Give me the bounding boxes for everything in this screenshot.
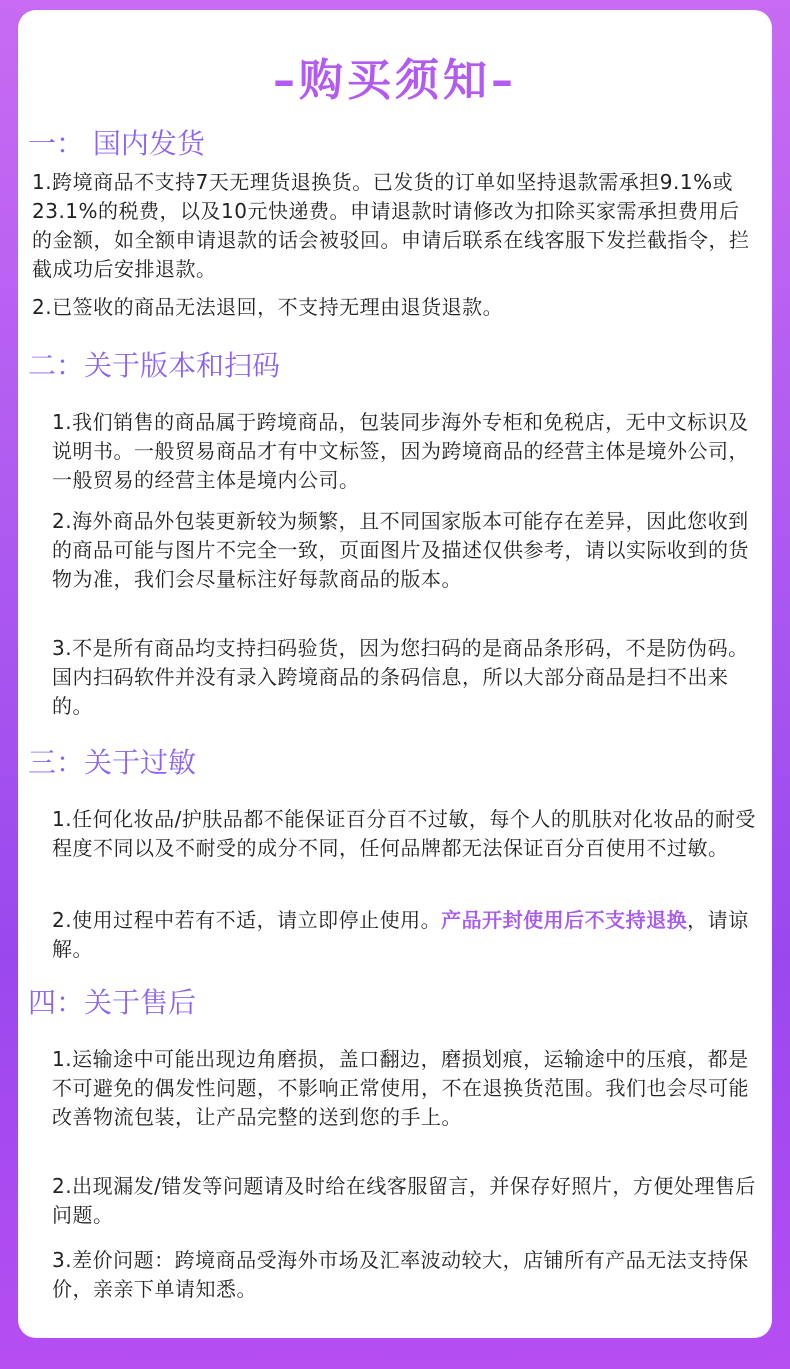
list-item: 3.不是所有商品均支持扫码验货，因为您扫码的是商品条形码，不是防伪码。国内扫码软件并没有录入跨境商品的条码信息，所以大部分商品是扫不出来的。	[52, 636, 749, 718]
list-item: 1.跨境商品不支持7天无理货退换货。已发货的订单如坚持退款需承担9.1%或23.1%的税费，以及10元快递费。申请退款时请修改为扣除买家需承担费用后的金额，如全额申请退款的话会被驳回。申请后联系在线客服下发拦截指令，拦截成功后安排退款。	[32, 170, 750, 281]
highlight-text: 产品开封使用后不支持退换	[441, 908, 688, 932]
page-title: –购买须知–	[273, 55, 517, 106]
list-item: 2.已签收的商品无法退回，不支持无理由退货退款。	[32, 295, 504, 319]
list-item: 1.我们销售的商品属于跨境商品，包装同步海外专柜和免税店，无中文标识及说明书。一般贸易商品才有中文标签，因为跨境商品的经营主体是境外公司，一般贸易的经营主体是境内公司。	[52, 410, 749, 492]
list-item: 2.海外商品外包装更新较为频繁，且不同国家版本可能存在差异，因此您收到的商品可能与图片不完全一致，页面图片及描述仅供参考，请以实际收到的货物为准，我们会尽量标注好每款商品的版本。	[52, 509, 749, 591]
list-item: 1.任何化妆品/护肤品都不能保证百分百不过敏，每个人的肌肤对化妆品的耐受程度不同以及不耐受的成分不同，任何品牌都无法保证百分百使用不过敏。	[52, 807, 756, 860]
section-heading-allergy: 三：关于过敏	[28, 746, 197, 779]
section-heading-after-sales: 四：关于售后	[28, 986, 197, 1019]
list-item: 2.出现漏发/错发等问题请及时给在线客服留言，并保存好照片，方便处理售后问题。	[52, 1174, 756, 1227]
item-text: ，请谅解。	[52, 908, 749, 961]
section-heading-domestic-shipping: 一： 国内发货	[28, 127, 205, 160]
section-heading-version-scan: 二：关于版本和扫码	[28, 349, 281, 382]
notice-card	[18, 10, 772, 1338]
list-item: 3.差价问题：跨境商品受海外市场及汇率波动较大，店铺所有产品无法支持保价，亲亲下单请知悉。	[52, 1248, 749, 1301]
item-text: 2.使用过程中若有不适，请立即停止使用。	[52, 908, 442, 932]
list-item	[52, 906, 756, 964]
list-item: 1.运输途中可能出现边角磨损，盖口翻边，磨损划痕，运输途中的压痕，都是不可避免的偶发性问题，不影响正常使用，不在退换货范围。我们也会尽可能改善物流包装，让产品完整的送到您的手上。	[52, 1047, 749, 1129]
